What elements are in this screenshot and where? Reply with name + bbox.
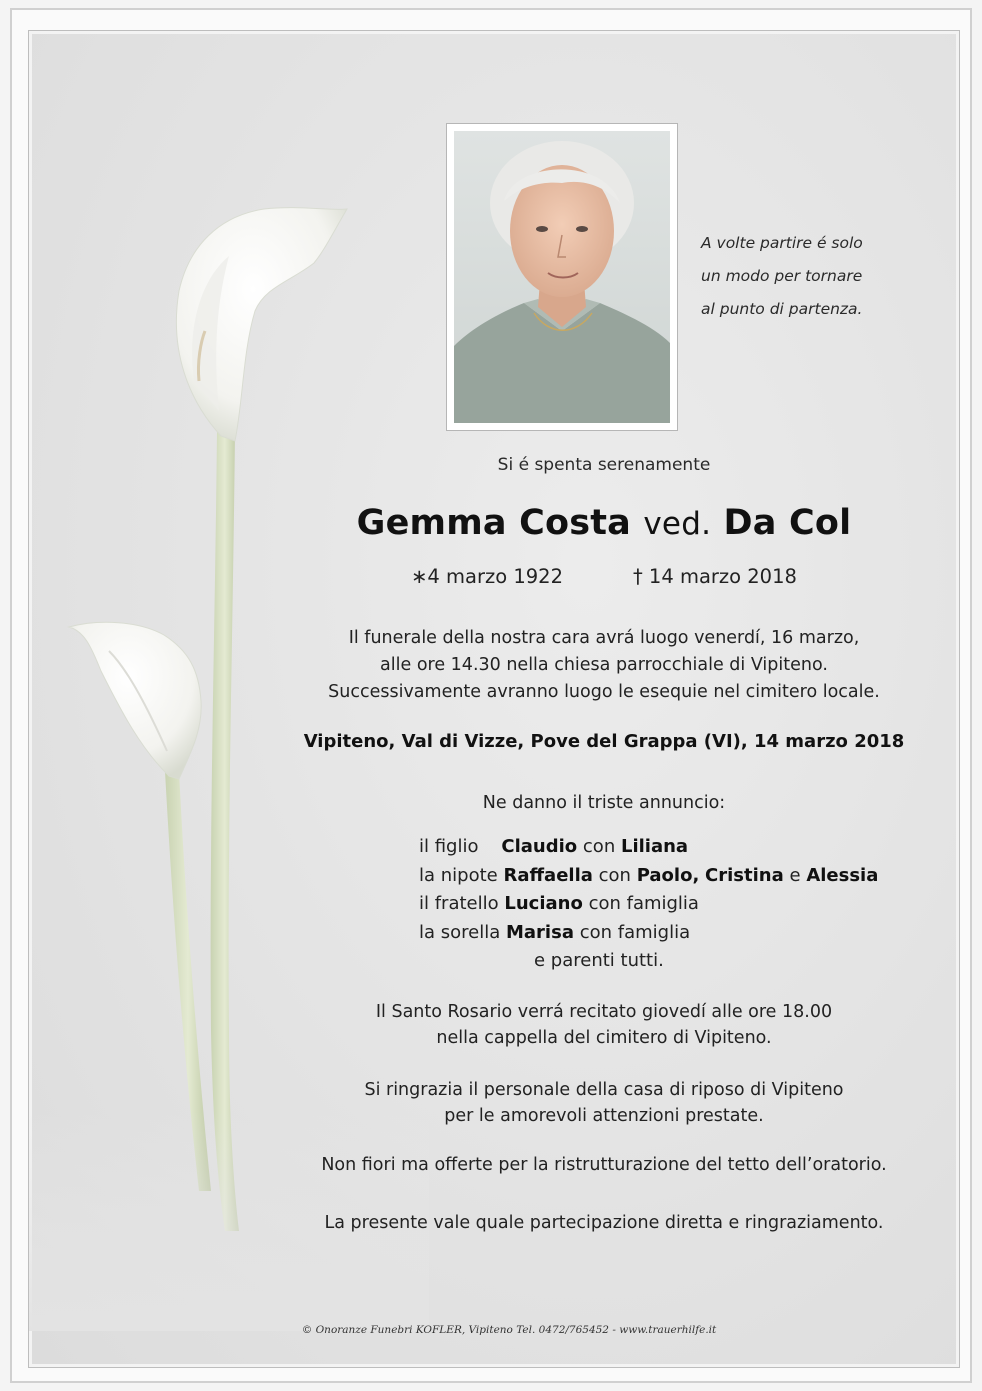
funeral-info [264, 625, 944, 706]
life-dates [264, 565, 944, 588]
name-ved: ved. [643, 506, 712, 542]
funeral-line: Il funerale della nostra cara avrá luogo venerdí, 16 marzo, [348, 628, 860, 648]
quote-line: un modo per tornare [701, 267, 863, 285]
death-date: † 14 marzo 2018 [632, 565, 797, 588]
portrait-frame [446, 123, 678, 431]
name-first: Gemma Costa [356, 503, 631, 543]
birth-date: ∗4 marzo 1922 [411, 565, 563, 588]
funeral-line: alle ore 14.30 nella chiesa parrocchiale di Vipiteno. [380, 655, 828, 675]
flowers-note: Non fiori ma offerte per la ristrutturazione del tetto dell’oratorio. [321, 1155, 887, 1175]
family-row-others: e parenti tutti. [534, 950, 664, 971]
quote-line: A volte partire é solo [701, 234, 863, 252]
rosary-info: Il Santo Rosario verrá recitato giovedí alle ore 18.00 nella cappella del cimitero di Vipiteno. [375, 1002, 833, 1048]
footer-credit: © Onoranze Funebri KOFLER, Vipiteno Tel. 0472/765452 - www.trauerhilfe.it [301, 1324, 717, 1336]
portrait-photo [454, 131, 670, 423]
places-date: Vipiteno, Val di Vizze, Pove del Grappa (VI), 14 marzo 2018 [303, 731, 905, 752]
family-list [419, 833, 878, 976]
announce-text: Ne danno il triste annuncio: [482, 793, 726, 813]
family-row-sister: la sorella Marisa con famiglia [419, 921, 691, 943]
funeral-line: Successivamente avranno luogo le esequie nel cimitero locale. [328, 682, 880, 702]
thanks-info: Si ringrazia il personale della casa di riposo di Vipiteno per le amorevoli attenzioni prestate. [364, 1080, 844, 1126]
family-row-granddaughter: la nipote Raffaella con Paolo, Cristina e Alessia [419, 864, 879, 886]
intro-text: Si é spenta serenamente [497, 455, 711, 475]
name-married: Da Col [723, 503, 852, 543]
deceased-name [264, 503, 944, 543]
quote-block [701, 227, 921, 326]
family-row-son: il figlio Claudio con Liliana [419, 836, 689, 857]
quote-line: al punto di partenza. [701, 300, 863, 318]
closing-note: La presente vale quale partecipazione diretta e ringraziamento. [324, 1213, 884, 1233]
family-row-brother: il fratello Luciano con famiglia [419, 893, 699, 914]
obituary-card [28, 30, 960, 1368]
